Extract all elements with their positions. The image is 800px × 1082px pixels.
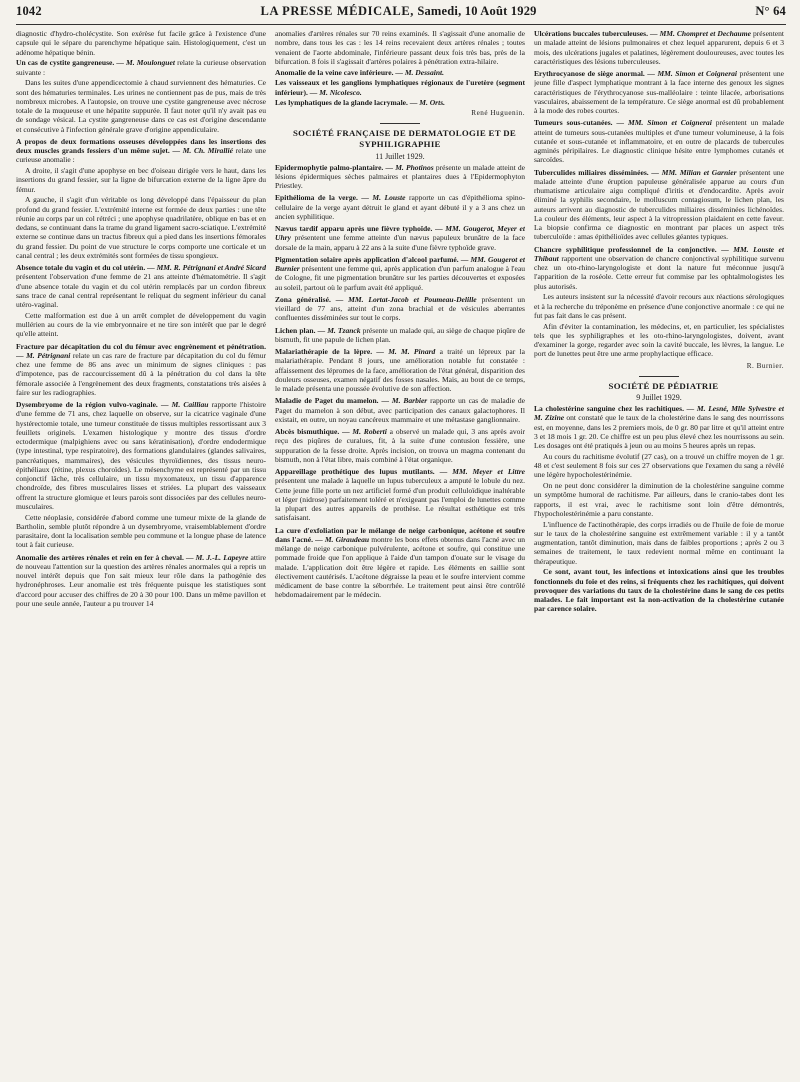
article — [275, 326, 525, 345]
paragraph: Ce sont, avant tout, les infections et intoxications ainsi que les troubles fonctionnels du foie et des reins, si fréquents chez les rachitiques, qui doivent provoquer des variations du taux de la cholestérine dans le sang de ces petits malades. Le fait important est la non-activation de la cholestérine cutanée par carence solaire. — [534, 567, 784, 614]
article-lead — [275, 255, 525, 292]
article-author: — MM. Gougerot, Meyer et Uhry — [275, 224, 525, 243]
society-date: 11 Juillet 1929. — [375, 151, 425, 161]
article-author: — M. Tzanck — [317, 325, 361, 335]
article-title: Tumeurs sous-cutanées. — [534, 118, 613, 128]
column-2 — [275, 29, 525, 1081]
journal-line — [261, 4, 537, 19]
article-author: — M. M. Pinard — [376, 347, 436, 356]
article — [275, 163, 525, 191]
paragraph: A droite, il s'agit d'une apophyse en bec d'oiseau dirigée vers le haut, dans les insertions du grand fessier, sur la ligne de bifurcation externe de la ligne âpre du fémur. — [16, 166, 266, 194]
article-title: Nævus tardif apparu après une fièvre typhoïde. — [275, 224, 433, 233]
article-lead-text: relate un cas rare de fracture par décapitation du col du fémur chez une femme de 86 ans avec un minimum de signes cliniques : pas d'impotence, pas de raccourcissement dû à la pénétration du col dans la tête fémorale associée à l'engrènement des deux fragments, constatations très aisées à faire sur les radiographies. — [16, 350, 266, 397]
article-lead — [275, 68, 525, 77]
article-lead — [534, 118, 784, 164]
article-author: — M. Barbier — [381, 396, 428, 406]
article-lead — [275, 467, 525, 523]
article-lead-text: présentent une malade atteinte d'une éruption papuleuse généralisée apparue au cours d'un rhumatisme articulaire aigu compliqué d'iritis et d'endocardite. Après avoir éliminé la syphilis secondaire, le molluscum contagiosum, le lichen plan, les auteurs arrivent au diagnostic de tuberculides miliaires disséminées lichénoïdes. La couleur des éléments, leur aspect à la vitropression plaidaient en cette faveur. La biopsie confirma ce diagnostic en montrant par places un aspect très tuberculoïde : amas épithélioïdes avec cellules géantes typiques. — [534, 167, 784, 242]
article-lead — [275, 326, 525, 345]
article — [16, 137, 266, 260]
article-author: — M. Orts. — [409, 98, 446, 108]
paragraph: A gauche, il s'agit d'un véritable os long développé dans l'épaisseur du plan profond du grand fessier. L'extrémité interne est formée de deux parties : une tête réunie au corps par un col rétréci ; une apophyse quadrilatère, oblique en bas et en dedans, se continuant dans la trame du grand ligament sacro-sciatique. L'extrémité externe se continue dans un tractus fibreux qui a pied dans les insertions fémorales du grand fessier. Du point de vue structure le corps comporte une corticale et un canal central ; les deux extrémités sont formées de tissu spongieux. — [16, 195, 266, 260]
article-author: — M. Giraudeau — [315, 534, 370, 544]
article-lead-text: rapporte un cas de maladie de Paget du mamelon à son début, avec participation des canaux galactophores. Il existait, en outre, un noyau cancéreux mammaire et une métastase ganglionnaire. — [275, 396, 525, 424]
paragraph: Les auteurs insistent sur la nécessité d'avoir recours aux réactions sérologiques et à la recherche du tréponème en présence d'une conjonctive anormale : ce qui ne fut pas fait dans le cas présent. — [534, 292, 784, 320]
article-author: — MM. Chompret et Dechaume — [650, 29, 751, 38]
article-author: — MM. Simon et Coignerai — [616, 118, 712, 128]
article-author: — MM. Meyer et Littre — [439, 467, 525, 476]
article-lead — [275, 427, 525, 464]
article-author: — M. Photinos — [385, 162, 434, 172]
header-rule — [16, 24, 786, 25]
page-header — [16, 4, 786, 22]
article — [534, 404, 784, 614]
article-lead — [534, 245, 784, 291]
article-lead-text: rapporte l'histoire d'une femme de 71 ans, chez laquelle on observe, sur la cicatrice vaginale d'une hystérectomie totale, une tumeur constituée de tissus multiples ressortissant aux 3 feuillets originels. L'examen histologique y montre des tissus d'ordre ectodermique (malpighiens avec ou sans kératinisation), d'ordre endodermique (type intestinal, type respiratoire), des formations glandulaires (glandes salivaires, pancréatiques, mammaires), des vésicules thyroïdiennes, des tissus neuro-épithéliaux (rétine, plexus choroïdes). Le mésenchyme est représenté par un tissu conjonctif lâche, très cellulaire, un tissu myxomateux, un tissu d'apparence chondroïde, des fibres musculaires lisses et striées. La plupart des vaisseaux offrent la structure glomique et leurs parois sont dissociées par des cellules neuro-musculaires. — [16, 400, 266, 511]
article-title: Les lymphatiques de la glande lacrymale. — [275, 98, 408, 108]
article-lead-text: présentent une malade à laquelle un lupus tuberculeux a amputé le lobule du nez. Cette jeune fille porte un nez artificiel formé d'un produit celluloïdique inaltérable et léger (nidrose) parfaitement toléré et n'exigeant pas l'emploi de lunettes comme la plupart des autres appareils de prothèse. Le résultat esthétique est très satisfaisant. — [275, 476, 525, 523]
article — [275, 255, 525, 292]
article-author: — MM. Gougerot et Burnier — [275, 254, 525, 273]
article-author: — M. Cailliau — [160, 400, 209, 409]
article-title: Zona généralisé. — [275, 294, 331, 304]
article-lead — [16, 263, 266, 309]
paragraph: anomalies d'artères rénales sur 70 reins examinés. Il s'agissait d'une anomalie de nombre, dans tous les cas : les 14 reins recevaient deux artères rénales ; toutes venaient de l'aorte abdominale, l'inférieure passant deux fois très bas, près de la bifurcation. 8 fois il s'agissait d'artères polaires à pénétration extra-hilaire. — [275, 29, 525, 66]
article-title: La cholestérine sanguine chez les rachitiques. — [534, 404, 684, 413]
article-title: A propos de deux formations osseuses développées dans les insertions des deux muscles grands fessiers d'un même sujet. — [16, 136, 266, 155]
page-number: 1042 — [16, 4, 42, 18]
society-date: 9 Juillet 1929. — [636, 393, 682, 403]
article-author: — MM. Milian et Garnier — [651, 167, 737, 177]
article-title: Les vaisseaux et les ganglions lymphatiques régionaux de l'uretère (segment inférieur). — [275, 78, 525, 97]
article-lead — [275, 526, 525, 600]
article — [275, 427, 525, 464]
article — [275, 347, 525, 393]
paragraph: Cette malformation est due à un arrêt complet de développement du vagin mullérien au cours de la vie embryonnaire et ne tire son intérêt que par le degré qu'elle atteint. — [16, 310, 266, 339]
article-title: Epithélioma de la verge. — [275, 193, 358, 203]
article-author: — MM. Simon et Coignerai — [647, 69, 738, 78]
article-author: — M. Lesné, Mlle Sylvestre et M. Zizine — [534, 404, 784, 423]
section-divider — [639, 376, 679, 377]
article — [275, 193, 525, 221]
section-divider — [380, 123, 420, 124]
article-lead-text: présentent une jeune fille d'aspect lymphatique montrant à la face interne des genoux les signes caractéristiques de l'érythrocyanose sus-malléolaire : teinte lilacée, arborisations vasculaires, abaissement de la température. Ce siège anormal est dû probablement à la mode des robes courtes. — [534, 69, 784, 115]
article-lead-text: présentent un vieillard de 77 ans, atteint d'un zona brachial et de vésicules aberrantes confluentes disséminées sur tout le corps. — [275, 294, 525, 323]
signature: R. Burnier. — [746, 361, 784, 370]
article-lead — [275, 78, 525, 97]
article-title: Tuberculides miliaires disséminées. — [534, 167, 649, 177]
article — [534, 245, 784, 359]
article-title: Malariathérapie de la lèpre. — [275, 347, 373, 356]
article — [534, 118, 784, 164]
article-author: — M. Ch. Mirallié — [172, 146, 233, 155]
article-author: — M. Moulonguet — [116, 58, 175, 68]
article-title: Lichen plan. — [275, 325, 316, 335]
article-lead — [16, 400, 266, 511]
article — [16, 400, 266, 550]
article-lead-text: présentent un malade atteint de lésions pulmonaires et chez lequel apparurent, depuis 6 et 3 mois, des ulcérations jugales et palatines, légèrement douloureuses, avec toutes les caractéristiques des lésions tuberculeuses. — [534, 29, 784, 66]
issue-number: N° 64 — [755, 4, 786, 18]
article-author: — M. Dessaint. — [395, 67, 445, 77]
article-lead — [16, 553, 266, 609]
article-title: Maladie de Paget du mamelon. — [275, 396, 379, 406]
article-lead-text: rapporte un cas d'épithélioma spino-cellulaire de la verge ayant détruit le gland et ayant débuté il y a 3 ans chez un ancien syphilitique. — [275, 193, 525, 221]
article — [16, 58, 266, 134]
article-lead — [534, 168, 784, 242]
article — [275, 396, 525, 424]
article-title: Anomalie des artères rénales et rein en fer à cheval. — [16, 552, 184, 562]
article-title: Anomalie de la veine cave inférieure. — [275, 67, 394, 77]
article-lead-text: présentent un malade atteint de tumeurs sous-cutanées multiples et d'une tumeur volumineuse, à la fois cutanée et sous-cutanée et inflammatoire, et en outre de placards de tubercules agminés péripilaires. Le diagnostic clinique hésite entre lymphomes cutanés et sarcoïdes. — [534, 118, 784, 165]
article-lead — [534, 69, 784, 115]
paragraph: Au cours du rachitisme évolutif (27 cas), on a trouvé un chiffre moyen de 1 gr. 48 et c'est seulement 8 fois sur ces 27 observations que l'examen du sang a révélé une légère hypocholestérinémie. — [534, 451, 784, 480]
signature: René Huguenin. — [471, 109, 525, 117]
article — [16, 263, 266, 339]
article-lead-text: montre les bons effets obtenus dans l'acné avec un mélange de neige carbonique pulvérulente, acétone et soufre, qui constitue une pommade froide que l'on applique à l'aide d'un tampon d'ouate sur le visage du malade. L'application doit être légère et rapide. Les éléments en saillie sont électivement cautérisés. L'acétone dégraisse la peau et le soufre intervient comme médicament de base contre la séborrhée. Le traitement peut ainsi être contrôlé hebdomadairement par le médecin. — [275, 534, 525, 600]
issue-date: Samedi, 10 Août 1929 — [417, 4, 537, 18]
article-title: Fracture par décapitation du col du fémur avec engrènement et pénétration. — [16, 341, 266, 351]
article-title: Dysembryome de la région vulvo-vaginale. — [16, 400, 158, 409]
article-title: Erythrocyanose de siège anormal. — [534, 69, 645, 78]
article-author: — MM. Lortat-Jacob et Poumeau-Delille — [335, 294, 477, 304]
society-title: SOCIÉTÉ DE PÉDIATRIE — [608, 380, 719, 391]
article-author: — MM. Louste et Thibaut — [534, 244, 784, 263]
article-title: Ulcérations buccales tuberculeuses. — [534, 29, 648, 38]
journal-title: LA PRESSE MÉDICALE, — [260, 4, 414, 18]
article-author: — M. Nicolesco. — [309, 87, 362, 97]
article — [275, 526, 525, 600]
article-lead — [275, 193, 525, 221]
article — [275, 224, 525, 252]
article-title: Chancre syphilitique professionnel de la conjonctive. — [534, 244, 717, 254]
article-lead-text: présentent une femme atteinte d'un nævus papuleux brunâtre de la face dorsale de la main, apparu à 22 ans à la suite d'une fièvre typhoïde grave. — [275, 233, 525, 252]
article-title: La cure d'exfoliation par le mélange de neige carbonique, acétone et soufre dans l'acné. — [275, 525, 525, 544]
article-lead — [16, 342, 266, 398]
article-author: — M. Pétrignani — [16, 350, 71, 360]
article-author: — M. Roberti — [342, 427, 387, 436]
article — [275, 295, 525, 323]
article-title: Abcès bismuthique. — [275, 427, 340, 436]
article-lead-text: attire de nouveau l'attention sur la question des artères rénales anormales qui a repris un nouvel intérêt depuis que l'on sait mieux leur rôle dans la pathogénie des hydronéphroses. Leur anomalie est très fréquente puisque les statistiques sont d'accord pour accuser des chiffres de 20 à 30 pour 100. Dans un même pavillon et pour une seule année, l'auteur a pu trouver 14 — [16, 552, 266, 608]
article-lead-text: relate la curieuse observation suivante : — [16, 58, 266, 77]
paragraph: Cette néoplasie, considérée d'abord comme une tumeur mixte de la glande de Bartholin, semble plutôt répondre à un dysembryome, vraisemblablement d'ordre parasitaire, dont la localisation semble peu commune et la longue phase de latence tout à fait curieuse. — [16, 512, 266, 550]
paragraph: Dans les suites d'une appendicectomie à chaud surviennent des hématuries. Ce sont des hématuries terminales. Les urines ne contiennent pas de pus, mais de très nombreux microbes. A l'autopsie, on trouve une cystite gangreneuse avec nécrose totale de la muqueuse et une hépatite suppurée. Il faut noter qu'il n'y avait pas eu de sondage vésical. La cystite gangreneuse dans ce cas est d'origine descendante et consécutive à l'infection générale grave d'origine appendiculaire. — [16, 78, 266, 134]
article — [534, 29, 784, 66]
article-lead-text: relate une curieuse anomalie : — [16, 146, 266, 165]
article-author: — MM. R. Pétrignani et André Sicard — [147, 263, 266, 272]
article-lead-text: présente un malade qui, au siège de chaque piqûre de bismuth, fit une papule de lichen plan. — [275, 325, 525, 344]
article-author: — M. J.-L. Lapeyre — [185, 552, 249, 562]
article-lead — [275, 224, 525, 252]
article-lead — [275, 98, 525, 107]
column-3 — [534, 29, 784, 1081]
article-title: Pigmentation solaire après application d'alcool parfumé. — [275, 254, 459, 264]
article — [534, 168, 784, 242]
article-lead — [534, 404, 784, 450]
article-title: Appareillage prothétique des lupus mutilants. — [275, 467, 435, 476]
column-1 — [16, 29, 266, 1081]
article-title: Absence totale du vagin et du col utérin. — [16, 263, 146, 272]
article-title: Epidermophytie palmo-plantaire. — [275, 162, 384, 172]
society-title: SOCIÉTÉ FRANÇAISE DE DERMATOLOGIE ET DE SYPHILIGRAPHIE — [292, 128, 517, 150]
text-columns — [16, 29, 786, 1081]
article-lead-text: a observé un malade qui, 3 ans après avoir reçu des piqûres de curalues, fit, à la suite d'une contusion fessière, une suppuration de la fesse droite. Après incision, on trouva un magma contenant du bismuth, non à l'état libre, mais combiné à l'état organique. — [275, 427, 525, 464]
paragraph: Afin d'éviter la contamination, les médecins, et, en particulier, les spécialistes tels que les syphiligraphes et les oto-rhino-laryngologistes, doivent, avant d'examiner la gorge, regarder avec soin la cavité buccale, les lèvres, la langue. Le port de lunettes peut être une arme prophylactique efficace. — [534, 321, 784, 359]
article-lead — [275, 347, 525, 393]
article-lead-text: rapportent une observation de chancre conjonctival syphilitique survenu chez un oto-rhino-laryngologiste et dont la nature fut méconnue jusqu'à l'apparition de la roséole. Cette erreur fut commise par les ophtalmologistes les plus autorisés. — [534, 253, 784, 291]
article — [16, 553, 266, 609]
article-lead-text: a traité un lépreux par la malariathérapie. Pendant 8 jours, une amélioration notable fut constatée : affaissement des lépromes de la face, amélioration de l'état général, disparition des douleurs osseuses, examen négatif des fosses nasales. Mais, au bout de ce temps, le malade présenta une poussée évolutive de son affection. — [275, 347, 525, 393]
paragraph: L'influence de l'actinothérapie, des corps irradiés ou de l'huile de foie de morue sur le taux de la cholestérine sanguine est extrêmement variable : il y a tantôt augmentation, tantôt diminution, mais dans de faibles proportions ; après 2 ou 3 semaines de traitement, le taux redevient normal même en continuant la thérapeutique. — [534, 519, 784, 566]
article — [534, 69, 784, 115]
article-lead — [16, 137, 266, 165]
article-lead-text: présentent l'observation d'une femme de 21 ans atteinte d'hématométrie. Il s'agit d'une absence totale du vagin et du col utérin remplacés par un cordon fibreux sans trace de canal central représentant le reliquat du segment inférieur du canal utéro-vaginal. — [16, 272, 266, 309]
article-lead-text: ont constaté que le taux de la cholestérine dans le sang des nourrissons est, en moyenne, dans les 2 premiers mois, de 0 gr. 80 par litre et qu'il atteint entre 3 et 18 mois 1 gr. 20. Ce chiffre est un peu plus élevé chez les nourrissons au sein. Les dosages ont été pratiqués à jeun ou au moins 5 heures après un repas. — [534, 413, 784, 450]
article-lead — [275, 396, 525, 424]
article — [275, 467, 525, 523]
article-lead-text: présentent une femme qui, après application d'un parfum analogue à l'eau de Cologne, fit une pigmentation brunâtre sur les parties découvertes et exposées au soleil, partout où le parfum avait été appliqué. — [275, 264, 525, 292]
article-lead — [16, 58, 266, 77]
article-author: — M. Louste — [361, 193, 406, 203]
article-lead-text: présente un malade atteint de lésions épidermiques sèches palmaires et plantaires dues à l'Epidermophyton Priestley. — [275, 162, 525, 190]
article-title: Un cas de cystite gangreneuse. — [16, 58, 115, 68]
article-lead — [275, 295, 525, 323]
paragraph: On ne peut donc considérer la diminution de la cholestérine sanguine comme un symptôme humoral de rachitisme. Par ailleurs, dans le cranio-tabes dont les rapports, il est vrai, avec le rachitisme sont loin d'être démontrés, l'hypocholestérinémie a paru constante. — [534, 481, 784, 518]
paragraph: diagnostic d'hydro-cholécystite. Son exérèse fut facile grâce à l'existence d'une capsule qui le sépare du parenchyme hépatique sain. Histologiquement, c'est un adénome hépatique bénin. — [16, 29, 266, 57]
article — [16, 342, 266, 398]
article-lead — [275, 163, 525, 191]
article-lead — [534, 29, 784, 66]
